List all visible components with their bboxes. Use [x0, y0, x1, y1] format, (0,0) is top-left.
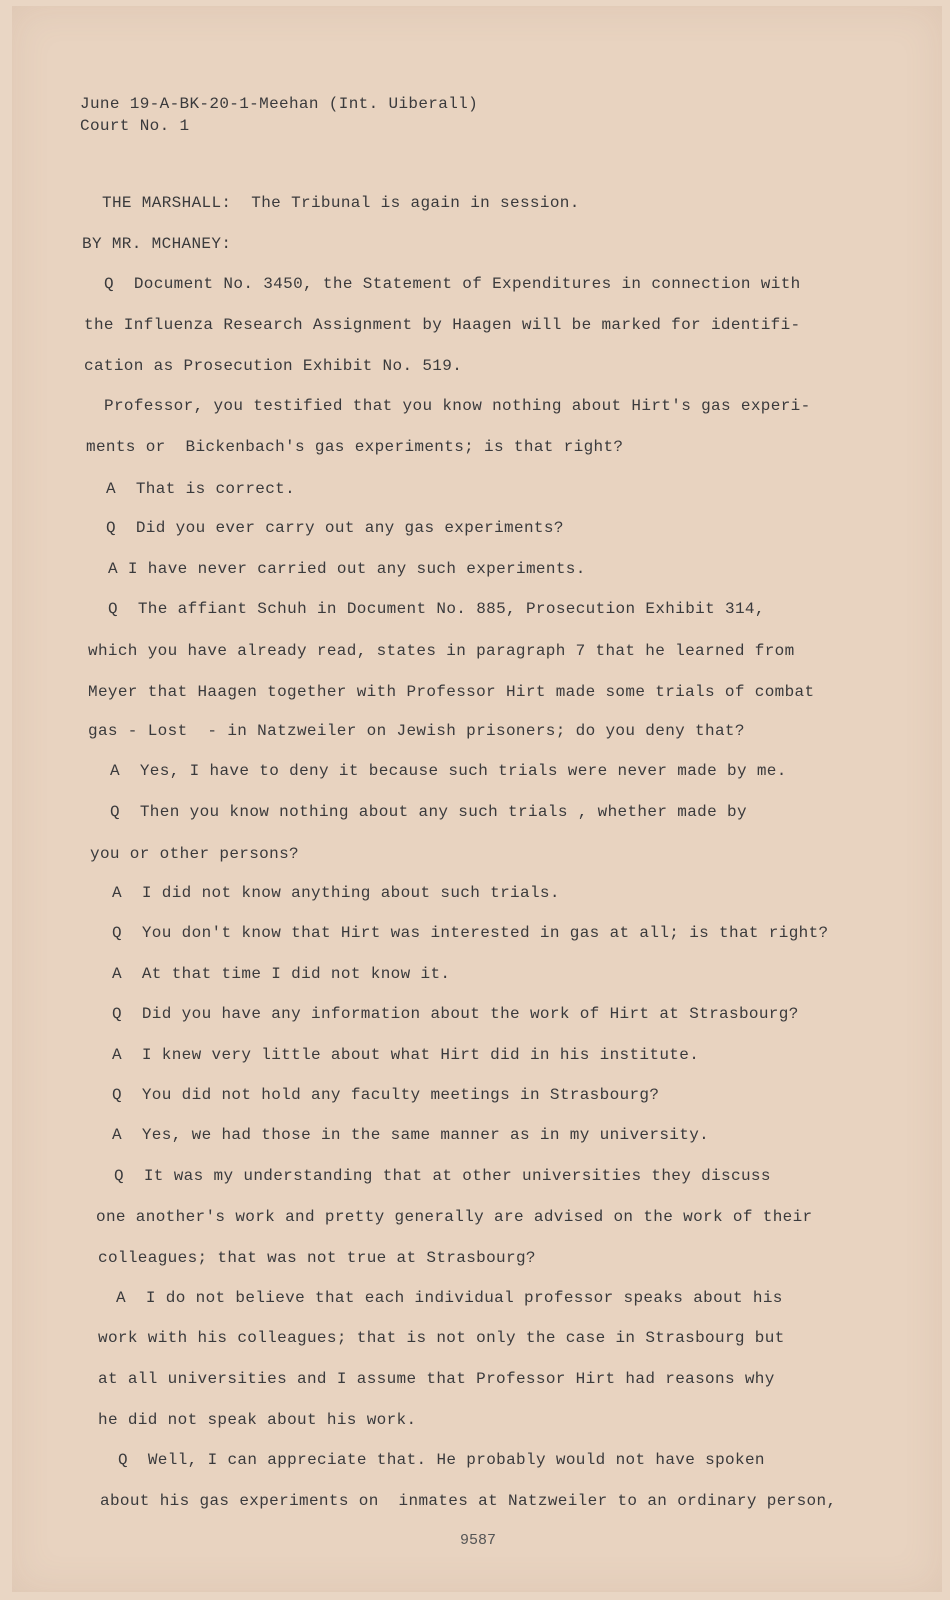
text-line: A Yes, I have to deny it because such trials were never made by me. [110, 762, 787, 780]
text-line: Q The affiant Schuh in Document No. 885, Prosecution Exhibit 314, [108, 600, 765, 618]
text-line: ments or Bickenbach's gas experiments; is that right? [86, 438, 624, 456]
text-line: gas - Lost - in Natzweiler on Jewish prisoners; do you deny that? [88, 722, 745, 740]
text-line: one another's work and pretty generally are advised on the work of their [96, 1208, 813, 1226]
text-line: about his gas experiments on inmates at Natzweiler to an ordinary person, [100, 1492, 837, 1510]
text-line: he did not speak about his work. [98, 1411, 417, 1429]
text-line: work with his colleagues; that is not only the case in Strasbourg but [98, 1329, 785, 1347]
page-number: 9587 [460, 1532, 497, 1549]
text-line: which you have already read, states in paragraph 7 that he learned from [88, 642, 795, 660]
text-line: A I do not believe that each individual professor speaks about his [116, 1289, 783, 1307]
text-line: THE MARSHALL: The Tribunal is again in session. [102, 194, 580, 212]
text-line: Q Did you ever carry out any gas experiments? [106, 519, 564, 537]
text-line: Q It was my understanding that at other universities they discuss [114, 1167, 771, 1185]
text-line: A I have never carried out any such experiments. [108, 560, 586, 578]
header-line-2: Court No. 1 [80, 117, 190, 135]
text-line: Professor, you testified that you know nothing about Hirt's gas experi- [104, 397, 811, 415]
text-line: Q Then you know nothing about any such trials , whether made by [110, 803, 747, 821]
text-line: Q You did not hold any faculty meetings in Strasbourg? [112, 1086, 660, 1104]
text-line: A That is correct. [106, 480, 296, 498]
text-line: Q You don't know that Hirt was interested in gas at all; is that right? [112, 924, 829, 942]
document-page [12, 6, 942, 1592]
text-line: you or other persons? [90, 845, 299, 863]
text-line: BY MR. MCHANEY: [82, 235, 232, 253]
text-line: Meyer that Haagen together with Professor Hirt made some trials of combat [88, 683, 815, 701]
text-line: Q Document No. 3450, the Statement of Expenditures in connection with [104, 275, 801, 293]
text-line: A Yes, we had those in the same manner as in my university. [112, 1126, 710, 1144]
text-line: Q Did you have any information about the work of Hirt at Strasbourg? [112, 1005, 799, 1023]
text-line: A I knew very little about what Hirt did in his institute. [112, 1046, 700, 1064]
header-line-1: June 19-A-BK-20-1-Meehan (Int. Uiberall) [80, 95, 479, 113]
text-line: Q Well, I can appreciate that. He probably would not have spoken [118, 1451, 765, 1469]
text-line: colleagues; that was not true at Strasbourg? [98, 1249, 536, 1267]
text-line: A At that time I did not know it. [112, 965, 451, 983]
text-line: the Influenza Research Assignment by Haagen will be marked for identifi- [84, 316, 801, 334]
text-line: at all universities and I assume that Professor Hirt had reasons why [98, 1370, 775, 1388]
text-line: A I did not know anything about such trials. [112, 884, 560, 902]
text-line: cation as Prosecution Exhibit No. 519. [84, 357, 463, 375]
